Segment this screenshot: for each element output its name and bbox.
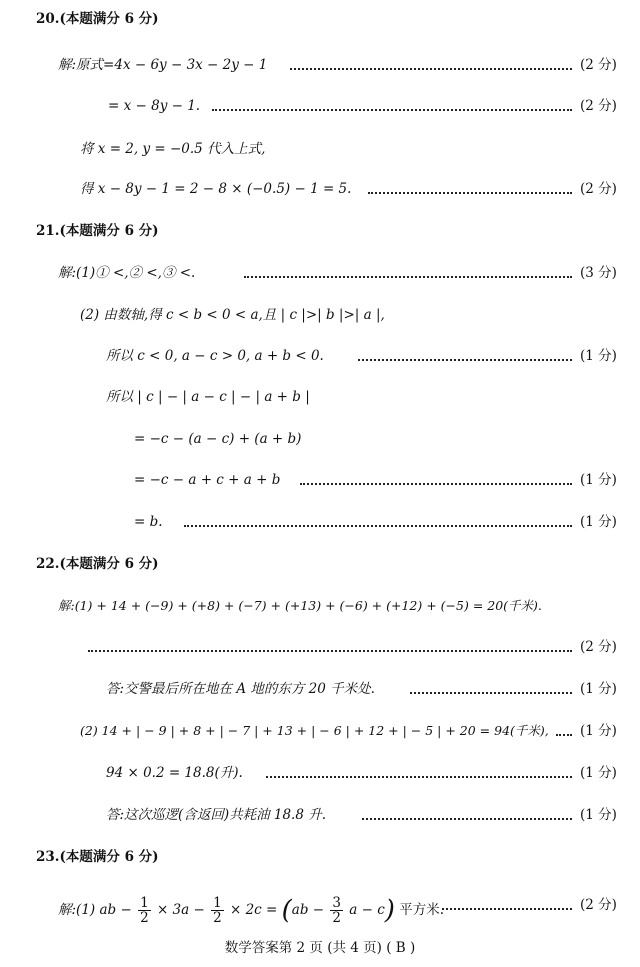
q23-line1-inner-a: ab −: [291, 902, 325, 918]
leader-dots: [410, 690, 572, 694]
fraction-numerator: 3: [332, 895, 341, 911]
q22-line2-score: (2 分): [580, 639, 617, 655]
leader-dots: [300, 481, 572, 485]
q21-line1-score: (3 分): [580, 265, 617, 281]
q23-header: 23.(本题满分 6 分): [36, 849, 159, 865]
q22-line4: (2) 14 + | − 9 | + 8 + | − 7 | + 13 + | − 6 | + 12 + | − 5 | + 20 = 94(千米),: [80, 723, 549, 738]
fraction: [138, 896, 151, 925]
q21-header: 21.(本题满分 6 分): [36, 223, 159, 239]
q21-line4: 所以 | c | − | a − c | − | a + b |: [106, 389, 310, 405]
leader-dots: [362, 816, 572, 820]
q23-line1-mid2: × 2c =: [229, 902, 278, 918]
q21-line2: (2) 由数轴,得 c < b < 0 < a,且 | c |>| b |>| a |,: [80, 307, 385, 323]
q23-line1-score: (2 分): [580, 897, 617, 913]
fraction-denominator: 2: [140, 910, 149, 926]
q20-header: 20.(本题满分 6 分): [36, 11, 159, 27]
q20-line2-score: (2 分): [580, 98, 617, 114]
leader-dots: [368, 190, 572, 194]
q21-line7-score: (1 分): [580, 514, 617, 530]
fraction-numerator: 1: [140, 895, 149, 911]
q23-line1: [58, 896, 444, 925]
q22-line6-score: (1 分): [580, 807, 617, 823]
q21-line6: = −c − a + c + a + b: [134, 472, 281, 488]
q21-line5: = −c − (a − c) + (a + b): [134, 431, 302, 447]
q22-line3: 答:交警最后所在地在 A 地的东方 20 千米处.: [106, 681, 375, 697]
fraction: [330, 896, 343, 925]
fraction: [211, 896, 224, 925]
q22-header: 22.(本题满分 6 分): [36, 556, 159, 572]
q21-line3-score: (1 分): [580, 348, 617, 364]
leader-dots: [244, 274, 572, 278]
q23-line1-inner-b: a − c: [349, 902, 385, 918]
q20-line2: = x − 8y − 1.: [108, 98, 201, 114]
q23-line1-suffix: 平方米.: [399, 902, 445, 918]
q22-line1: 解:(1) + 14 + (−9) + (+8) + (−7) + (+13) + (−6) + (+12) + (−5) = 20(千米).: [58, 598, 542, 613]
q20-line1: 解:原式=4x − 6y − 3x − 2y − 1: [58, 57, 268, 73]
leader-dots: [556, 732, 572, 736]
fraction-denominator: 2: [332, 910, 341, 926]
page-footer: 数学答案第 2 页 (共 4 页) ( B ): [224, 940, 416, 956]
q21-line1: 解:(1)① <,② <,③ <.: [58, 265, 196, 281]
fraction-numerator: 1: [213, 895, 222, 911]
leader-dots: [88, 648, 572, 652]
q22-line4-score: (1 分): [580, 723, 617, 739]
q22-line5-score: (1 分): [580, 765, 617, 781]
q20-line3: 将 x = 2, y = −0.5 代入上式,: [80, 141, 266, 157]
q20-line4-score: (2 分): [580, 181, 617, 197]
leader-dots: [290, 66, 572, 70]
q20-line1-score: (2 分): [580, 57, 617, 73]
leader-dots: [212, 107, 572, 111]
q22-line3-score: (1 分): [580, 681, 617, 697]
leader-dots: [184, 523, 572, 527]
leader-dots: [442, 906, 572, 910]
fraction-denominator: 2: [213, 910, 222, 926]
q20-line4: 得 x − 8y − 1 = 2 − 8 × (−0.5) − 1 = 5.: [80, 181, 352, 197]
q22-line5: 94 × 0.2 = 18.8(升).: [106, 765, 243, 781]
right-paren: ): [384, 895, 395, 926]
q21-line3: 所以 c < 0, a − c > 0, a + b < 0.: [106, 348, 324, 364]
q23-line1-mid1: × 3a −: [156, 902, 205, 918]
left-paren: (: [281, 895, 292, 926]
q22-line6: 答:这次巡逻(含返回)共耗油 18.8 升.: [106, 807, 327, 823]
leader-dots: [358, 357, 572, 361]
leader-dots: [266, 774, 572, 778]
q21-line6-score: (1 分): [580, 472, 617, 488]
q21-line7: = b.: [134, 514, 163, 530]
q23-line1-prefix: 解:(1) ab −: [58, 902, 132, 918]
